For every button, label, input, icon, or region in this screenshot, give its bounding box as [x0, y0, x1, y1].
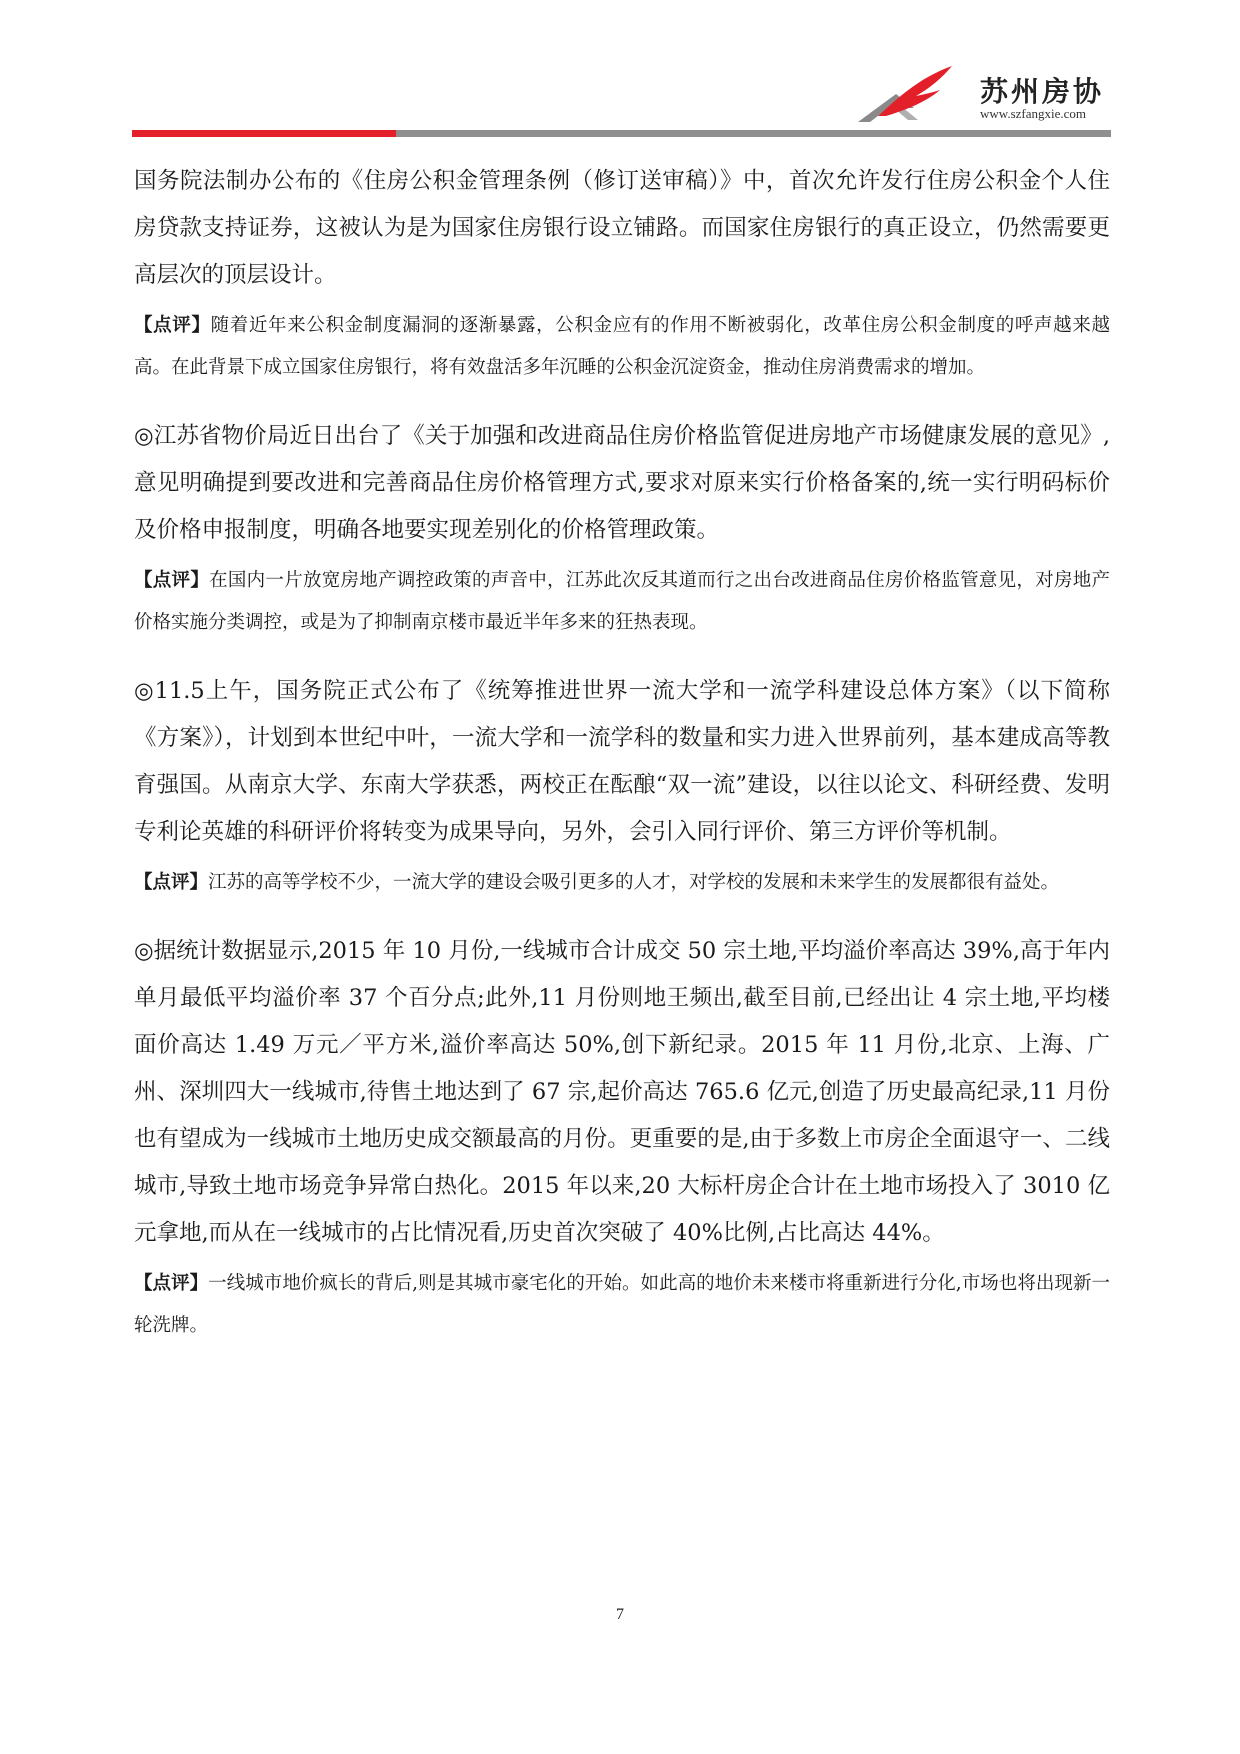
- page-header: [0, 0, 1240, 140]
- news-item: [134, 668, 1110, 904]
- header-rule-gray: [396, 130, 1111, 137]
- section-gap: [134, 904, 1110, 928]
- header-rule-red: [132, 130, 396, 137]
- comment-tag: 【点评】: [134, 570, 210, 591]
- news-paragraph: ◎据统计数据显示,2015 年 10 月份,一线城市合计成交 50 宗土地,平均溢价率高达 39%,高于年内单月最低平均溢价率 37 个百分点;此外,11 月份则地王频出,截至目前,已经出让 4 宗土地,平均楼面价高达 1.49 万元／平方米,溢价率高达 50%,创下新纪录。2015 年 11 月份,北京、上海、广州、深圳四大一线城市,待售土地达到了 67 宗,起价高达 765.6 亿元,创造了历史最高纪录,11 月份也有望成为一线城市土地历史成交额最高的月份。更重要的是,由于多数上市房企全面退守一、二线城市,导致土地市场竞争异常白热化。2015 年以来,20 大标杆房企合计在土地市场投入了 3010 亿元拿地,而从在一线城市的占比情况看,历史首次突破了 40%比例,占比高达 44%。: [134, 938, 1110, 1246]
- comment-tag: 【点评】: [134, 872, 209, 893]
- comment-paragraph: [134, 1263, 1110, 1347]
- comment-tag: 【点评】: [134, 1273, 209, 1294]
- comment-text: 一线城市地价疯长的背后,则是其城市豪宅化的开始。如此高的地价未来楼市将重新进行分化,市场也将出现新一轮洗牌。: [134, 1273, 1110, 1336]
- comment-text: 江苏的高等学校不少，一流大学的建设会吸引更多的人才，对学校的发展和未来学生的发展都很有益处。: [208, 872, 1060, 893]
- news-item: [134, 413, 1110, 644]
- news-paragraph: 国务院法制办公布的《住房公积金管理条例（修订送审稿）》中，首次允许发行住房公积金个人住房贷款支持证券，这被认为是为国家住房银行设立铺路。而国家住房银行的真正设立，仍然需要更高层次的顶层设计。: [134, 168, 1110, 288]
- comment-text: 在国内一片放宽房地产调控政策的声音中，江苏此次反其道而行之出台改进商品住房价格监管意见，对房地产价格实施分类调控，或是为了抑制南京楼市最近半年多来的狂热表现。: [134, 570, 1110, 633]
- comment-tag: 【点评】: [134, 315, 211, 336]
- comment-paragraph: [134, 305, 1110, 389]
- comment-text: 随着近年来公积金制度漏洞的逐渐暴露，公积金应有的作用不断被弱化，改革住房公积金制度的呼声越来越高。在此背景下成立国家住房银行，将有效盘活多年沉睡的公积金沉淀资金，推动住房消费需求的增加。: [134, 315, 1110, 378]
- section-gap: [134, 389, 1110, 413]
- section-gap: [134, 644, 1110, 668]
- brand-name: 苏州房协: [980, 75, 1105, 108]
- quill-pen-roof-logo-icon: [856, 64, 956, 126]
- brand-url: www.szfangxie.com: [980, 106, 1087, 121]
- news-paragraph: ◎11.5上午，国务院正式公布了《统筹推进世界一流大学和一流学科建设总体方案》（以下简称《方案》），计划到本世纪中叶，一流大学和一流学科的数量和实力进入世界前列，基本建成高等教育强国。从南京大学、东南大学获悉，两校正在酝酿“双一流”建设，以往以论文、科研经费、发明专利论英雄的科研评价将转变为成果导向，另外，会引入同行评价、第三方评价等机制。: [134, 678, 1110, 845]
- comment-paragraph: [134, 560, 1110, 644]
- page-number: 7: [616, 1606, 624, 1623]
- news-item: [134, 928, 1110, 1347]
- news-item: [134, 158, 1110, 389]
- news-content: [134, 158, 1110, 1347]
- news-paragraph: ◎江苏省物价局近日出台了《关于加强和改进商品住房价格监管促进房地产市场健康发展的意见》,意见明确提到要改进和完善商品住房价格管理方式,要求对原来实行价格备案的,统一实行明码标价及价格申报制度，明确各地要实现差别化的价格管理政策。: [134, 423, 1110, 543]
- comment-paragraph: [134, 862, 1110, 904]
